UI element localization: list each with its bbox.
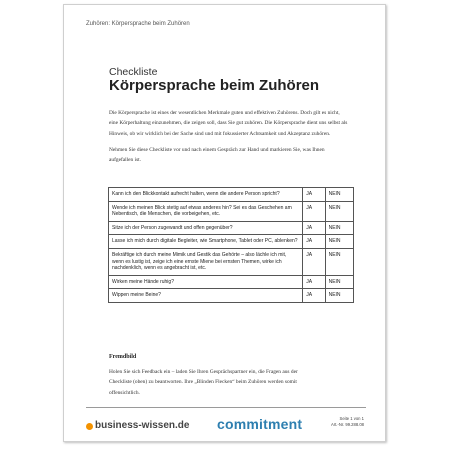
checklist-row	[109, 221, 354, 235]
checklist-no-option[interactable]: NEIN	[325, 221, 353, 235]
article-number: Art.-Nr. 99.288.08	[330, 421, 364, 427]
checklist-table	[108, 187, 354, 303]
checklist-question: Wippen meine Beine?	[109, 289, 303, 303]
document-page	[63, 4, 386, 442]
checklist-question: Bekräftige ich durch meine Mimik und Gestik das Gehörte – also lächle ich mit, wenn es lustig ist, zeige ich eine ernste Miene bei ernsten Themen, wirke ich nachdenklich, wenn es angebracht ist, etc.	[109, 248, 303, 275]
checklist-no-option[interactable]: NEIN	[325, 289, 353, 303]
checklist-no-option[interactable]: NEIN	[325, 201, 353, 221]
checklist-yes-option[interactable]: JA	[303, 248, 325, 275]
page-info	[331, 416, 364, 427]
checklist-row	[109, 275, 354, 289]
logo-dot-icon	[86, 423, 93, 430]
business-wissen-logo: business-wissen.de	[95, 420, 190, 431]
document-title: Körpersprache beim Zuhören	[109, 77, 320, 94]
checklist-yes-option[interactable]: JA	[303, 188, 325, 202]
checklist-question: Sitze ich der Person zugewandt und offen gegenüber?	[109, 221, 303, 235]
page-number: Seite 1 von 1	[339, 416, 364, 421]
checklist-yes-option[interactable]: JA	[303, 221, 325, 235]
intro-paragraph-2: Nehmen Sie diese Checkliste vor und nach einem Gespräch zur Hand und markieren Sie, was Ihnen aufgefallen ist.	[109, 146, 325, 164]
checklist-row	[109, 201, 354, 221]
feedback-heading: Fremdbild	[109, 354, 137, 360]
checklist-row	[109, 289, 354, 303]
document-type-label: Checkliste	[109, 66, 158, 78]
checklist-yes-option[interactable]: JA	[303, 201, 325, 221]
checklist-no-option[interactable]: NEIN	[325, 275, 353, 289]
intro-paragraph-1: Die Körpersprache ist eines der wesentlichen Merkmale guten und effektiven Zuhörens. Doch gilt es nicht, eine Körperhaltung einzunehmen, die zeigen soll, dass Sie gut zuhören. Die Körpersprache dient uns selbst als Hinweis, ob wir wirklich bei der Sache sind und mit fokussierter Achtsamkeit und Akzeptanz zuhören.	[109, 110, 348, 137]
checklist-row	[109, 248, 354, 275]
checklist-question: Kann ich den Blickkontakt aufrecht halten, wenn die andere Person spricht?	[109, 188, 303, 202]
checklist-question: Wende ich meinen Blick stetig auf etwas anderes hin? Sei es das Geschehen am Nebentisch, die Menschen, die vorbeigehen, etc.	[109, 201, 303, 221]
feedback-text: Holen Sie sich Feedback ein – laden Sie Ihren Gesprächspartner ein, die Fragen aus der Checkliste (oben) zu beantworten. Ihre „Blinden Flecken“ beim Zuhören werden somit offensichtlich.	[109, 369, 298, 396]
checklist-question: Wirken meine Hände ruhig?	[109, 275, 303, 289]
checklist-row	[109, 188, 354, 202]
checklist-yes-option[interactable]: JA	[303, 289, 325, 303]
checklist-question: Lasse ich mich durch digitale Begleiter, wie Smartphone, Tablet oder PC, ablenken?	[109, 235, 303, 249]
intro-text	[109, 108, 349, 171]
running-head: Zuhören: Körpersprache beim Zuhören	[86, 21, 190, 27]
checklist-no-option[interactable]: NEIN	[325, 188, 353, 202]
checklist-yes-option[interactable]: JA	[303, 275, 325, 289]
footer-divider	[86, 407, 366, 408]
checklist-no-option[interactable]: NEIN	[325, 235, 353, 249]
checklist-yes-option[interactable]: JA	[303, 235, 325, 249]
commitment-logo: commitment	[217, 416, 303, 432]
checklist-no-option[interactable]: NEIN	[325, 248, 353, 275]
checklist-row	[109, 235, 354, 249]
